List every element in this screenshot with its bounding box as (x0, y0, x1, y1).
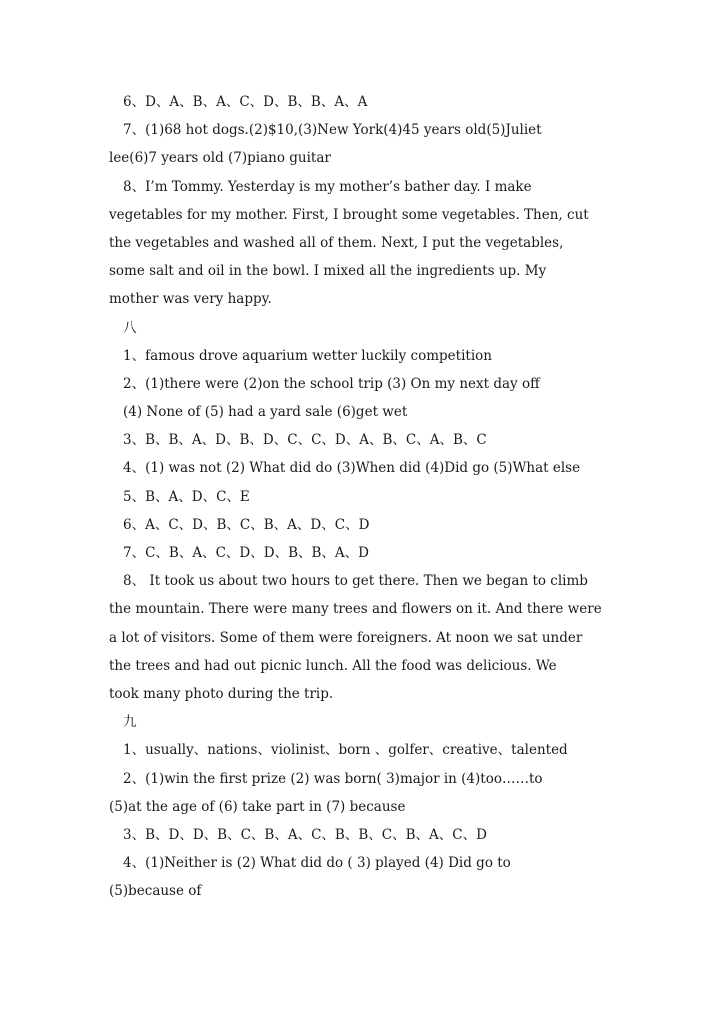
answer-line-3: 3、B、D、D、B、C、B、A、C、B、B、C、B、A、C、D (123, 826, 487, 843)
answer-line-6: 6、A、C、D、B、C、B、A、D、C、D (123, 516, 370, 533)
section-heading-8: 八 (123, 319, 137, 336)
answer-line-2: 2、(1)there were (2)on the school trip (3) On my next day off (123, 375, 540, 392)
answer-line-2-cont: (5)at the age of (6) take part in (7) because (109, 798, 406, 815)
paragraph-line: a lot of visitors. Some of them were foreigners. At noon we sat under (109, 629, 583, 646)
section-heading-9: 九 (123, 714, 137, 731)
answer-line-7: 7、C、B、A、C、D、D、B、B、A、D (123, 545, 369, 561)
answer-line-7: 7、(1)68 hot dogs.(2)$10,(3)New York(4)45 years old(5)Juliet (123, 122, 542, 139)
paragraph-line: the mountain. There were many trees and flowers on it. And there were (109, 601, 602, 618)
answer-line-1: 1、famous drove aquarium wetter luckily competition (123, 347, 492, 364)
answer-line-5: 5、B、A、D、C、E (123, 488, 250, 505)
answer-line-7-cont: lee(6)7 years old (7)piano guitar (109, 150, 331, 167)
answer-line-4: 4、(1) was not (2) What did do (3)When did (4)Did go (5)What else (123, 460, 581, 477)
paragraph-line: vegetables for my mother. First, I brought some vegetables. Then, cut (109, 206, 589, 223)
paragraph-line: the vegetables and washed all of them. Next, I put the vegetables, (109, 234, 564, 251)
paragraph-line: some salt and oil in the bowl. I mixed all the ingredients up. My (109, 263, 547, 280)
paragraph-line: took many photo during the trip. (109, 685, 334, 702)
answer-line-2: 2、(1)win the first prize (2) was born( 3)major in (4)too……to (123, 770, 543, 787)
answer-line-3: 3、B、B、A、D、B、D、C、C、D、A、B、C、A、B、C (123, 432, 487, 449)
answer-line-1: 1、usually、nations、violinist、born 、golfer、creative、talented (123, 742, 568, 759)
answer-line-2-cont: (4) None of (5) had a yard sale (6)get wet (123, 404, 408, 421)
answer-key-text (109, 88, 614, 905)
answer-line-6: 6、D、A、B、A、C、D、B、B、A、A (123, 94, 368, 110)
paragraph-line: mother was very happy. (109, 291, 272, 308)
paragraph-line: the trees and had out picnic lunch. All the food was delicious. We (109, 657, 557, 674)
answer-line-8: 8、I’m Tommy. Yesterday is my mother’s bather day. I make (123, 178, 532, 195)
answer-line-4: 4、(1)Neither is (2) What did do ( 3) played (4) Did go to (123, 855, 511, 872)
answer-line-8: 8、 It took us about two hours to get there. Then we began to climb (123, 573, 588, 590)
answer-line-4-cont: (5)because of (109, 883, 202, 900)
